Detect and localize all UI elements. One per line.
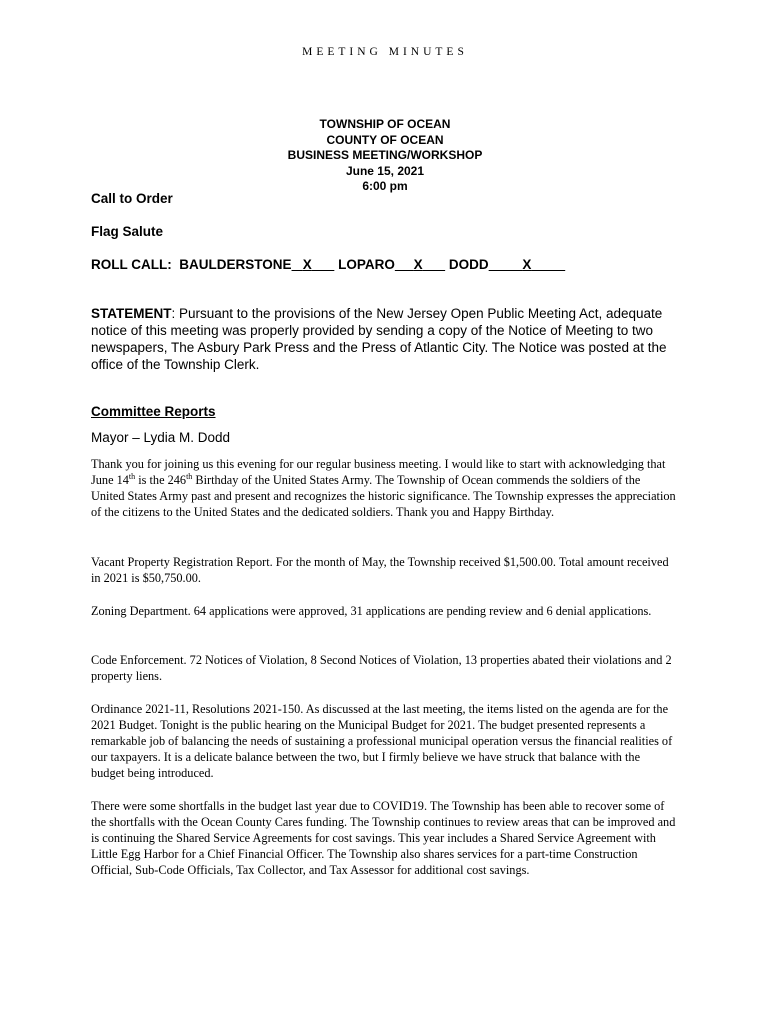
- mayor-intro-paragraph: Thank you for joining us this evening for our regular business meeting. I would like to start with acknowledging that June 14th is the 246th Birthday of the United States Army. The Township of Ocean commends the soldiers of the United States Army past and present and recognizes the historic significance. The Township expresses the appreciation of the citizens to the United States and the dedicated soldiers. Thank you and Happy Birthday.: [91, 457, 676, 519]
- statement-paragraph: [91, 305, 681, 373]
- roll-call-member-name: BAULDERSTONE: [179, 257, 292, 272]
- county-name: COUNTY OF OCEAN: [326, 132, 444, 147]
- meeting-date: June 15, 2021: [345, 163, 425, 178]
- meeting-type: BUSINESS MEETING/WORKSHOP: [287, 148, 483, 162]
- vacant-property-paragraph: Vacant Property Registration Report. For the month of May, the Township received $1,500.00. Total amount received in 2021 is $50,750.00.: [91, 555, 669, 585]
- flag-salute-heading: Flag Salute: [91, 224, 164, 239]
- roll-call-line: [91, 257, 565, 272]
- township-name: TOWNSHIP OF OCEAN: [319, 117, 451, 131]
- roll-call-mark: X: [522, 257, 532, 272]
- mayor-name: Mayor – Lydia M. Dodd: [91, 430, 231, 445]
- meeting-header: [0, 117, 770, 195]
- roll-call-member-name: LOPARO: [338, 257, 395, 272]
- code-enforcement-paragraph: Code Enforcement. 72 Notices of Violation, 8 Second Notices of Violation, 13 properties abated their violations and 2 property liens.: [91, 653, 672, 683]
- call-to-order-heading: Call to Order: [91, 191, 173, 206]
- shortfalls-paragraph: There were some shortfalls in the budget last year due to COVID19. The Township has been able to recover some of the shortfalls with the Ocean County Cares funding. The Township continues to review areas that can be improved and is continuing the Shared Service Agreements for cost savings. This year includes a Shared Service Agreement with Little Egg Harbor for a Chief Financial Officer. The Township also shares services for a part-time Construction Official, Sub-Code Officials, Tax Collector, and Tax Assessor for additional cost savings.: [91, 799, 676, 877]
- zoning-paragraph: Zoning Department. 64 applications were approved, 31 applications are pending review and 6 denial applications.: [91, 604, 652, 618]
- committee-reports-heading: Committee Reports: [91, 404, 216, 419]
- ordinance-paragraph: Ordinance 2021-11, Resolutions 2021-150. As discussed at the last meeting, the items listed on the agenda are for the 2021 Budget. Tonight is the public hearing on the Municipal Budget for 2021. The budget presented represents a remarkable job of balancing the needs of sustaining a professional municipal operation versus the financial realities of our taxpayers. It is a delicate balance between the two, but I firmly believe we have struck that balance with the budget being introduced.: [91, 702, 673, 780]
- roll-call-mark: X: [413, 257, 423, 272]
- roll-call-mark: X: [302, 257, 312, 272]
- document-label: MEETING MINUTES: [302, 46, 468, 58]
- roll-call-label: ROLL CALL:: [91, 257, 172, 272]
- statement-text: : Pursuant to the provisions of the New Jersey Open Public Meeting Act, adequate notice of this meeting was properly provided by sending a copy of the Notice of Meeting to two newspapers, The Asbury Park Press and the Press of Atlantic City. The Notice was posted at the office of the Township Clerk.: [91, 306, 667, 372]
- meeting-time: 6:00 pm: [362, 179, 408, 193]
- roll-call-member-name: DODD: [448, 257, 489, 272]
- statement-label: STATEMENT: [91, 306, 172, 321]
